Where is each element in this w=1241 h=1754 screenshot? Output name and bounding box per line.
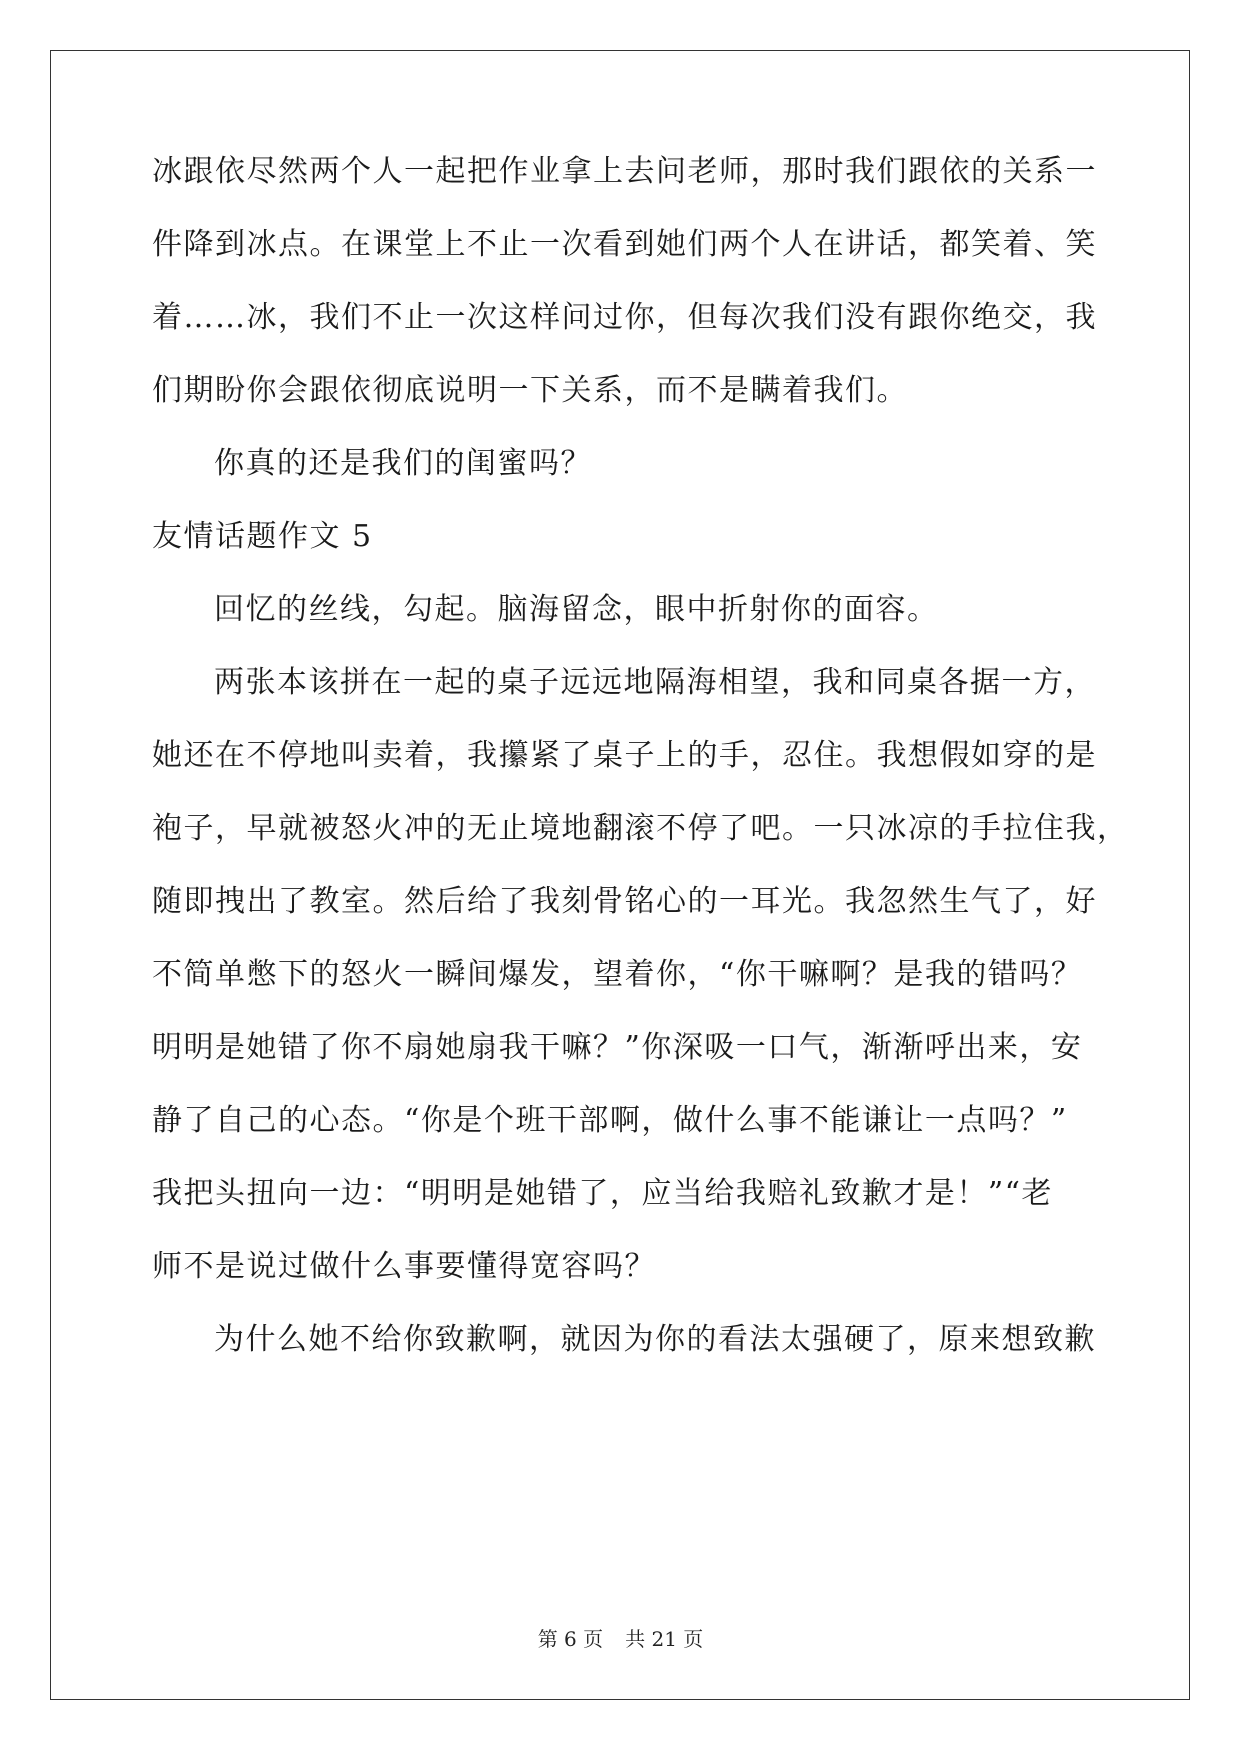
body-line: 冰跟依尽然两个人一起把作业拿上去问老师，那时我们跟依的关系一 bbox=[152, 154, 1097, 189]
page-footer bbox=[0, 1626, 1241, 1652]
body-line: 袍子，早就被怒火冲的无止境地翻滚不停了吧。一只冰凉的手拉住我， bbox=[152, 811, 1129, 846]
body-line: 着……冰，我们不止一次这样问过你，但每次我们没有跟你绝交，我 bbox=[152, 300, 1097, 335]
body-line: 静了自己的心态。“你是个班干部啊，做什么事不能谦让一点吗？” bbox=[152, 1103, 1068, 1138]
body-line: 师不是说过做什么事要懂得宽容吗？ bbox=[152, 1249, 656, 1284]
section-heading: 友情话题作文 5 bbox=[152, 519, 373, 554]
page-total: 共 21 页 bbox=[625, 1627, 704, 1651]
body-line: 随即拽出了教室。然后给了我刻骨铭心的一耳光。我忽然生气了，好 bbox=[152, 884, 1097, 919]
body-line: 回忆的丝线，勾起。脑海留念，眼中折射你的面容。 bbox=[214, 592, 939, 627]
body-line: 她还在不停地叫卖着，我攥紧了桌子上的手，忍住。我想假如穿的是 bbox=[152, 738, 1097, 773]
body-line: 件降到冰点。在课堂上不止一次看到她们两个人在讲话，都笑着、笑 bbox=[152, 227, 1097, 262]
body-line: 明明是她错了你不扇她扇我干嘛？”你深吸一口气，渐渐呼出来，安 bbox=[152, 1030, 1083, 1065]
body-line: 为什么她不给你致歉啊，就因为你的看法太强硬了，原来想致歉 bbox=[214, 1322, 1096, 1357]
body-line: 不简单憋下的怒火一瞬间爆发，望着你，“你干嘛啊？是我的错吗？ bbox=[152, 957, 1083, 992]
body-line: 我把头扭向一边：“明明是她错了，应当给我赔礼致歉才是！”“老 bbox=[152, 1176, 1054, 1211]
page-number: 第 6 页 bbox=[537, 1627, 604, 1651]
body-line: 们期盼你会跟依彻底说明一下关系，而不是瞒着我们。 bbox=[152, 373, 908, 408]
body-line: 你真的还是我们的闺蜜吗？ bbox=[214, 446, 592, 481]
body-line: 两张本该拼在一起的桌子远远地隔海相望，我和同桌各据一方， bbox=[214, 665, 1096, 700]
